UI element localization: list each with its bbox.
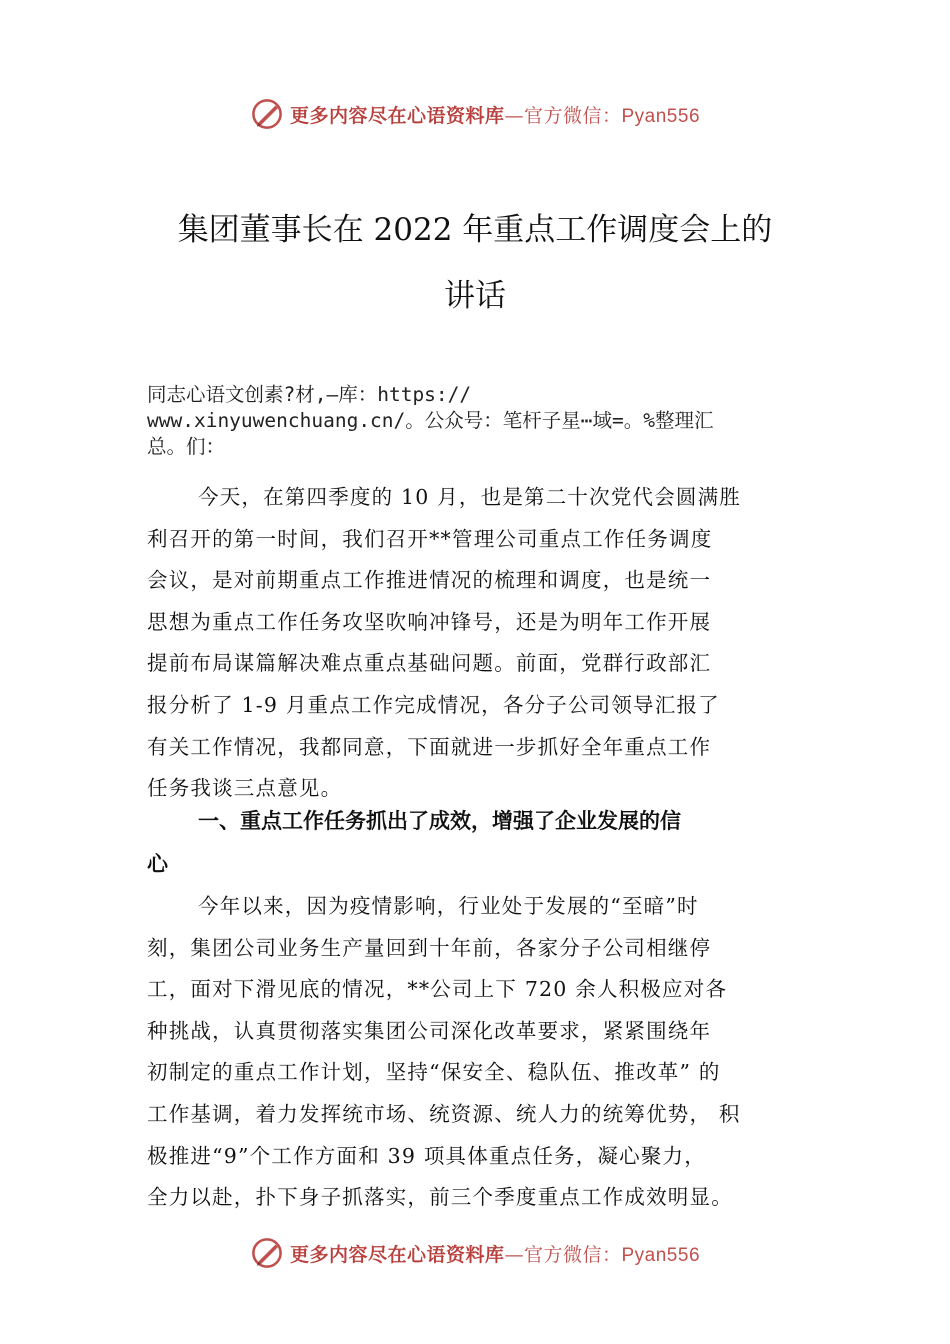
paragraph-line: 工作基调，着力发挥统市场、统资源、统人力的统筹优势， 积 [147,1101,741,1126]
banner-main-text: 更多内容尽在心语资料库 [289,104,505,127]
source-line: www.xinyuwenchuang.cn/。公众号：笔杆子星⋯域=。%整理汇 [147,409,714,432]
section-heading-1 [147,800,807,886]
banner-wechat-label: 官方微信： [523,104,622,127]
paragraph-line: 种挑战，认真贯彻落实集团公司深化改革要求，紧紧围绕年 [147,1018,712,1043]
pen-logo-icon [250,1236,284,1270]
banner-separator: — [504,104,524,127]
paragraph-line: 工，面对下滑见底的情况，**公司上下 720 余人积极应对各 [147,977,728,1002]
body-paragraph-1 [147,477,807,810]
paragraph-line: 刻，集团公司业务生产量回到十年前，各家分子公司相继停 [147,935,712,960]
paragraph-line: 初制定的重点工作计划，坚持“保安全、稳队伍、推改革” 的 [147,1060,721,1085]
banner-separator: — [504,1243,524,1266]
source-line: 总。们： [147,435,226,458]
heading-line: 心 [147,852,168,876]
banner-wechat-id: Pyan556 [621,1244,701,1266]
pen-logo-icon [250,97,284,131]
source-line: 同志心语文创素?材,—库：https:// [147,383,472,406]
paragraph-line: 今年以来，因为疫情影响，行业处于发展的“至暗”时 [198,894,699,918]
banner-text [290,101,700,128]
paragraph-line: 利召开的第一时间，我们召开**管理公司重点工作任务调度 [147,526,713,551]
paragraph-line: 有关工作情况，我都同意，下面就进一步抓好全年重点工作 [147,734,712,759]
document-title-line-1: 集团董事长在 2022 年重点工作调度会上的 [177,212,773,248]
body-paragraph-2 [147,886,807,1219]
document-title-line-2: 讲话 [444,278,506,314]
banner-wechat-id: Pyan556 [621,105,701,127]
banner-wechat-label: 官方微信： [523,1243,622,1266]
paragraph-line: 极推进“9”个工作方面和 39 项具体重点任务，凝心聚力， [147,1143,706,1168]
paragraph-line: 报分析了 1-9 月重点工作完成情况，各分子公司领导汇报了 [147,692,720,717]
paragraph-line: 会议，是对前期重点工作推进情况的梳理和调度，也是统一 [147,568,712,593]
heading-line: 一、重点工作任务抓出了成效，增强了企业发展的信 [198,809,681,833]
paragraph-line: 提前布局谋篇解决难点重点基础问题。前面，党群行政部汇 [147,651,712,676]
banner-main-text: 更多内容尽在心语资料库 [289,1243,505,1266]
paragraph-line: 全力以赴，扑下身子抓落实，前三个季度重点工作成效明显。 [147,1185,733,1210]
paragraph-line: 任务我谈三点意见。 [147,776,343,801]
source-note [147,382,847,460]
header-banner[interactable] [0,94,950,134]
footer-banner[interactable] [0,1233,950,1273]
banner-text [290,1240,700,1267]
paragraph-line: 思想为重点工作任务攻坚吹响冲锋号，还是为明年工作开展 [147,609,712,634]
paragraph-line: 今天，在第四季度的 10 月，也是第二十次党代会圆满胜 [198,485,742,509]
